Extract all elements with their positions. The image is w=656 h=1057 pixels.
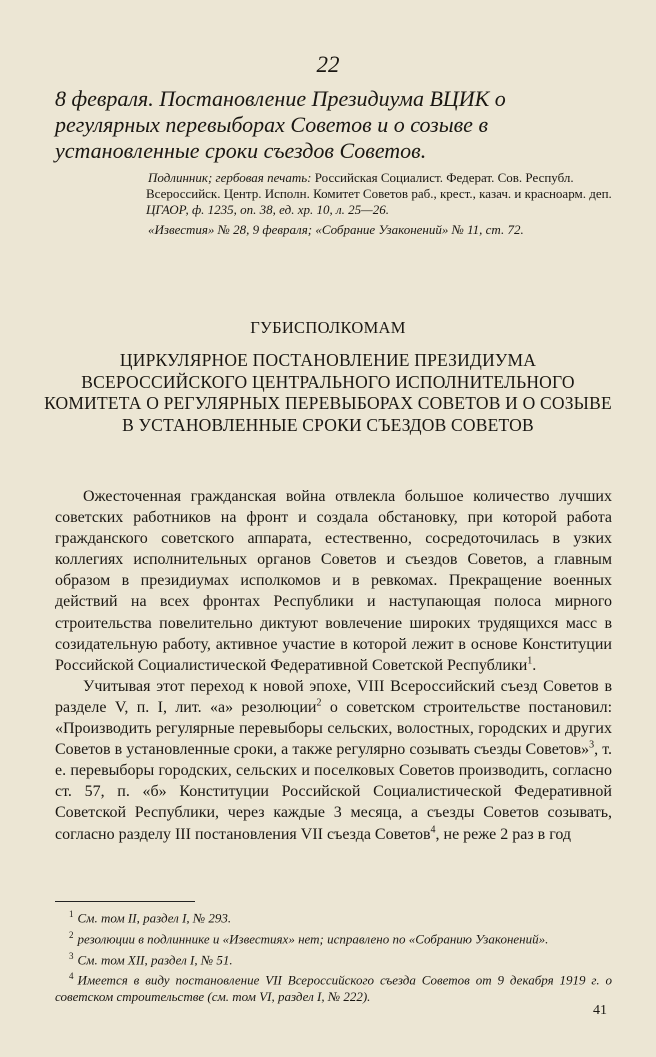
footnote-ref-2: 2	[316, 697, 322, 709]
source-archive-ref: ЦГАОР, ф. 1235, оп. 38, ед. хр. 10, л. 25—26.	[146, 202, 389, 217]
paragraph-1-end: .	[532, 656, 537, 674]
paragraph-2-text-d: , не реже 2 раз в год	[435, 825, 572, 843]
footnote-1	[55, 906, 612, 927]
footnote-2-text: резолюции в подлиннике и «Известиях» нет; исправлено по «Собранию Узаконений».	[77, 931, 549, 947]
footnote-1-number: 1	[69, 909, 74, 919]
paragraph-1	[55, 486, 612, 676]
source-line-2	[146, 222, 616, 238]
footnote-divider	[55, 901, 195, 902]
footnote-ref-4: 4	[430, 824, 436, 836]
source-note	[146, 170, 616, 242]
source-stamp-text: Российская Социалист. Федерат. Сов. Республ. Всероссийск. Центр. Исполн. Комитет Советов раб., крест., казач. и красноарм. деп.	[146, 170, 612, 201]
footnote-3-text: См. том XII, раздел I, № 51.	[77, 951, 233, 967]
footnote-ref-3: 3	[589, 739, 595, 751]
resolution-heading: ЦИРКУЛЯРНОЕ ПОСТАНОВЛЕНИЕ ПРЕЗИДИУМА ВСЕРОССИЙСКОГО ЦЕНТРАЛЬНОГО ИСПОЛНИТЕЛЬНОГО КОМИТЕТА О РЕГУЛЯРНЫХ ПЕРЕВЫБОРАХ СОВЕТОВ И О СОЗЫВЕ В УСТАНОВЛЕННЫЕ СРОКИ СЪЕЗДОВ СОВЕТОВ	[44, 350, 612, 435]
paragraph-2-text-c: , т. е. перевыборы городских, сельских и поселковых Советов производить, согласно ст. 57, п. «б» Конституции Российской Социалистической Федеративной Советской Республики, через каждые 3 месяца, а съезды Советов созывать, согласно разделу III постановления VII съезда Советов	[55, 741, 612, 843]
addressee: ГУБИСПОЛКОМАМ	[250, 318, 406, 337]
body-text	[55, 486, 612, 845]
paragraph-1-text: Ожесточенная гражданская война отвлекла большое количество лучших советских работников на фронт и создала обстановку, при которой работа гражданского советского аппарата, естественно, сосредоточилась в узких коллегиях исполнительных органов Советов и съездов Советов, а главным образом в президиумах исполкомов и в ревкомах. Прекращение военных действий на всех фронтах Республики и наступающая полоса мирного строительства повелительно диктуют вовлечение широких трудящихся масс в созидательную работу, активное участие в которой лежит в основе Конституции Российской Социалистической Федеративной Советской Республики	[55, 488, 612, 674]
footnote-4	[55, 968, 612, 1005]
paragraph-2	[55, 676, 612, 845]
footnote-ref-1: 1	[527, 655, 533, 667]
footnote-4-text: Имеется в виду постановление VII Всероссийского съезда Советов от 9 декабря 1919 г. о советском строительстве (см. том VI, раздел I, № 222).	[55, 972, 612, 1005]
footnote-1-text: См. том II, раздел I, № 293.	[77, 910, 232, 926]
document-number: 22	[316, 52, 340, 77]
source-line-1	[146, 170, 616, 218]
paragraph-2-text-a: Учитывая этот переход к новой эпохе, VIII Всероссийский съезд Советов в разделе V, п. I, лит. «а» резолюции	[55, 677, 612, 716]
paragraph-2-text-b: о советском строительстве постановил: «Производить регулярные перевыборы сельских, волостных, городских и других Советов в установленные сроки, а также регулярно созывать съезды Советов»	[55, 698, 613, 759]
footnote-3-number: 3	[69, 950, 74, 961]
footnote-4-number: 4	[69, 971, 74, 982]
source-original-label: Подлинник; гербовая печать:	[148, 170, 312, 185]
footnote-2	[55, 927, 612, 948]
footnote-2-number: 2	[69, 929, 74, 940]
page-number: 41	[593, 1003, 607, 1018]
source-publication-ref: «Известия» № 28, 9 февраля; «Собрание Узаконений» № 11, ст. 72.	[148, 222, 524, 237]
document-title: 8 февраля. Постановление Президиума ВЦИК о регулярных перевыборах Советов и о созыве в установленные сроки съездов Советов.	[55, 86, 506, 163]
footnote-3	[55, 948, 612, 969]
footnotes	[55, 906, 612, 1006]
